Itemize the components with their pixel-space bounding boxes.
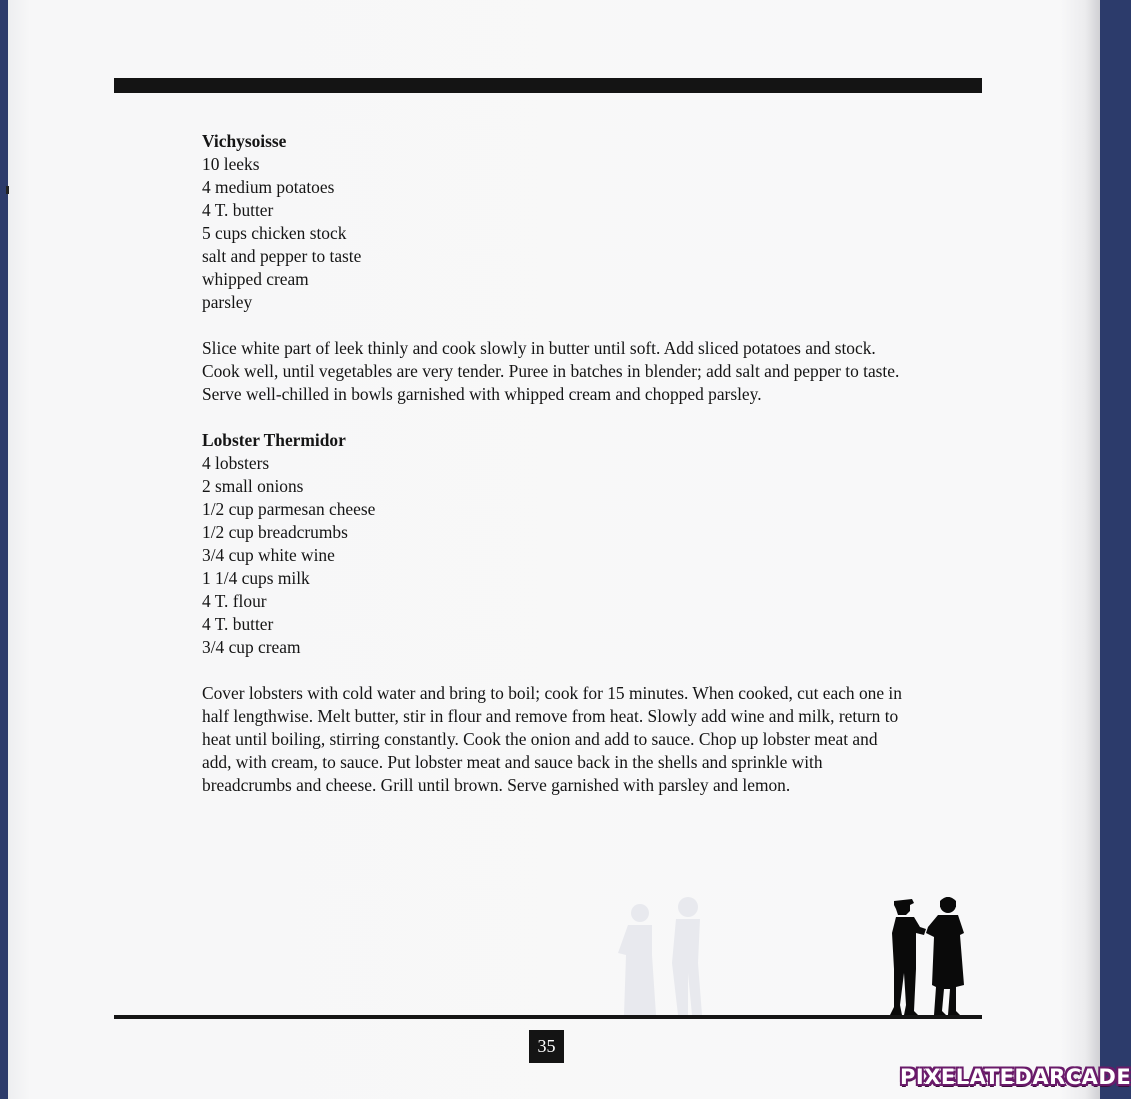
ingredient-item: whipped cream (202, 269, 309, 289)
ingredient-item: 1/2 cup parmesan cheese (202, 499, 376, 519)
ingredient-list (202, 452, 902, 659)
recipe-directions: Cover lobsters with cold water and bring to boil; cook for 15 minutes. When cooked, cut each one in half lengthwise. Melt butter, stir in flour and remove from heat. Slowly add wine and milk, return to heat until boiling, stirring constantly. Cook the onion and add to sauce. Chop up lobster meat and add, with cream, to sauce. Put lobster meat and sauce back in the shells and sprinkle with breadcrumbs and cheese. Grill until brown. Serve garnished with parsley and lemon. (202, 683, 902, 795)
ingredient-item: 4 T. butter (202, 200, 274, 220)
ingredient-item: parsley (202, 292, 253, 312)
ingredient-item: 2 small onions (202, 476, 304, 496)
ingredient-item: 5 cups chicken stock (202, 223, 347, 243)
couple-silhouette-illustration (886, 893, 986, 1018)
watermark-logo: PIXELATEDARCADE (900, 1065, 1131, 1089)
ingredient-item: 4 T. flour (202, 591, 267, 611)
ingredient-item: 4 T. butter (202, 614, 274, 634)
ingredient-item: salt and pepper to taste (202, 246, 362, 266)
ingredient-list (202, 153, 902, 314)
recipe-content (202, 130, 902, 820)
ingredient-item: 1 1/4 cups milk (202, 568, 310, 588)
recipe-title: Vichysoisse (202, 131, 287, 151)
footer-rule (114, 1015, 982, 1019)
ingredient-item: 3/4 cup cream (202, 637, 301, 657)
recipe-vichysoisse (202, 130, 902, 406)
page-number: 35 (529, 1030, 564, 1063)
binding-staple-mark (6, 186, 9, 194)
recipe-lobster-thermidor (202, 429, 902, 797)
binding-edge (0, 0, 8, 1099)
ingredient-item: 4 medium potatoes (202, 177, 335, 197)
ghost-silhouette-illustration (598, 893, 718, 1018)
ingredient-item: 1/2 cup breadcrumbs (202, 522, 348, 542)
ingredient-item: 3/4 cup white wine (202, 545, 335, 565)
ingredient-item: 10 leeks (202, 154, 260, 174)
header-bar (114, 78, 982, 93)
recipe-title: Lobster Thermidor (202, 430, 346, 450)
recipe-directions: Slice white part of leek thinly and cook slowly in butter until soft. Add sliced potatoes and stock. Cook well, until vegetables are very tender. Puree in batches in blender; add salt and pepper to taste. Serve well-chilled in bowls garnished with whipped cream and chopped parsley. (202, 338, 900, 404)
ingredient-item: 4 lobsters (202, 453, 270, 473)
